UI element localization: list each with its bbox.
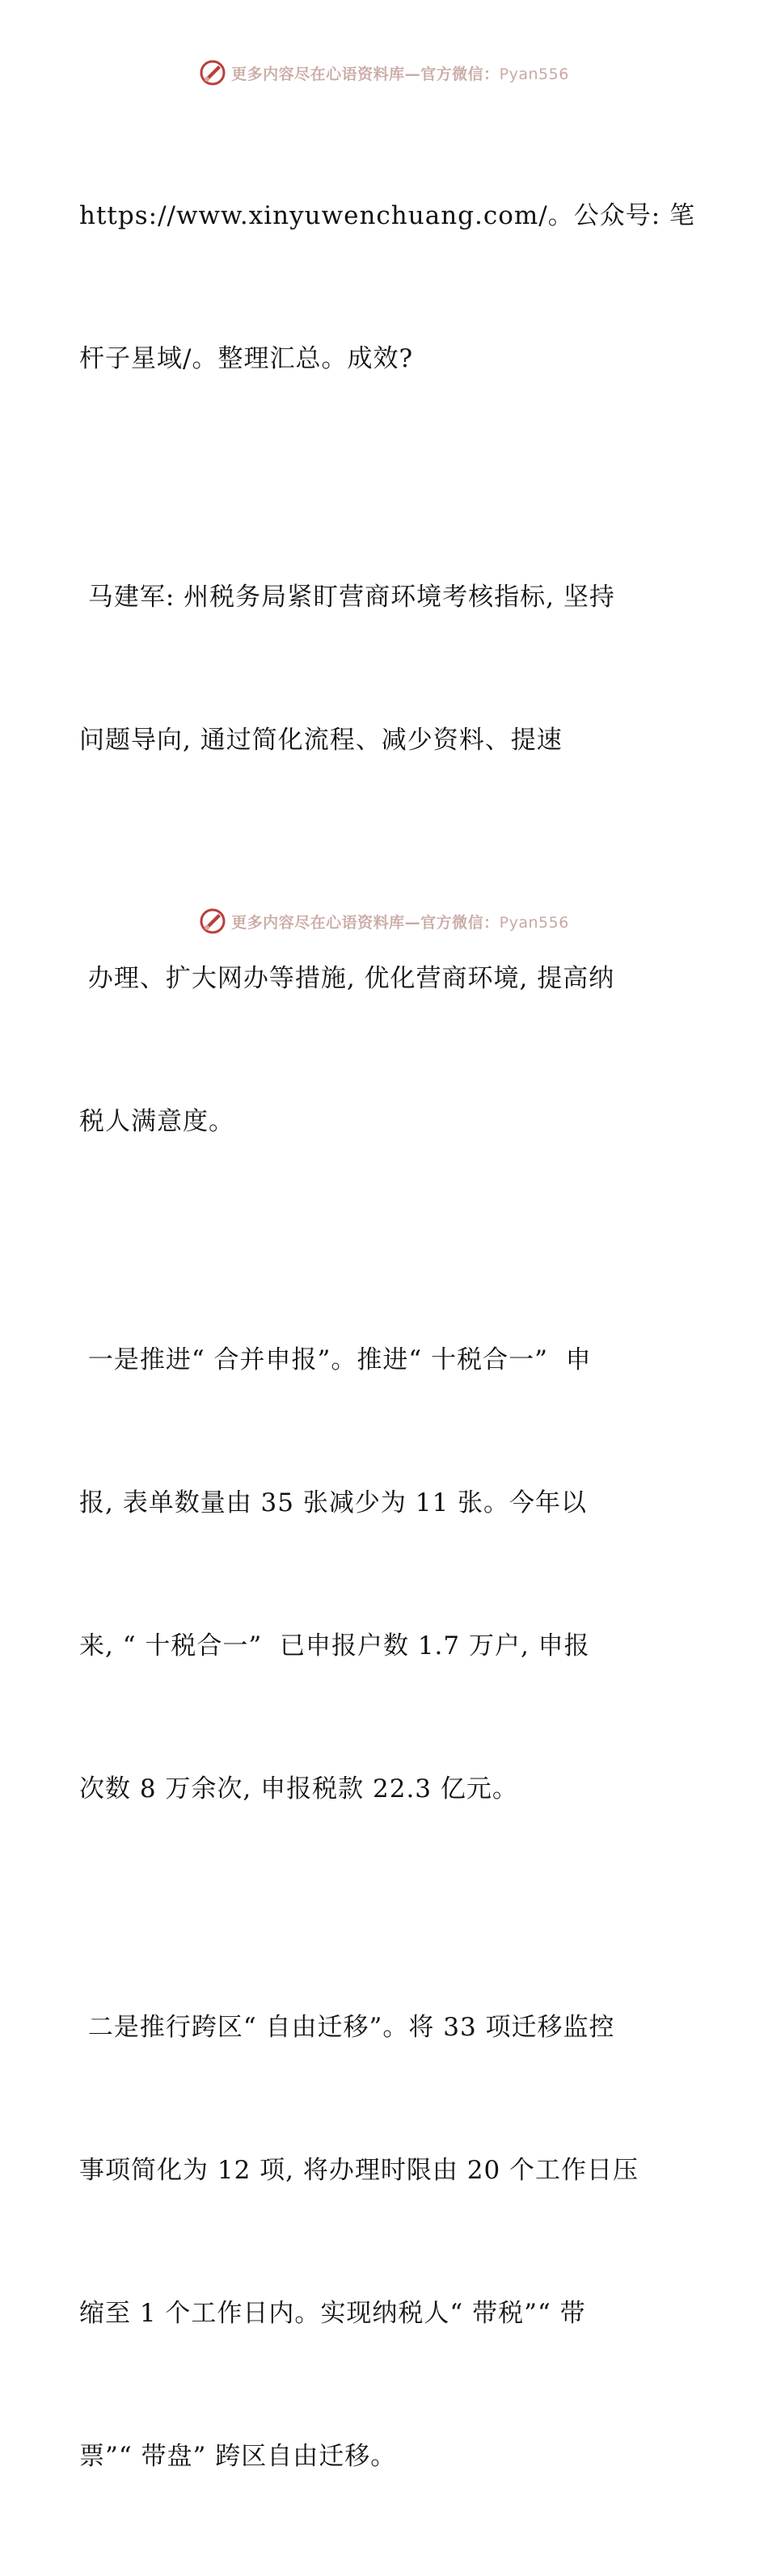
footer-watermark <box>0 905 768 937</box>
watermark-id: Pyan556 <box>499 65 569 83</box>
text-line: 次数 8 万余次, 申报税款 22.3 亿元。 <box>79 1774 518 1804</box>
watermark-text <box>231 62 569 84</box>
text-line: 一是推进“ 合并申报”。推进“ 十税合一” 申 <box>79 1345 592 1374</box>
text-line: https://www.xinyuwenchuang.com/。公众号: 笔 <box>79 201 696 230</box>
text-line: 马建军: 州税务局紧盯营商环境考核指标, 坚持 <box>79 583 615 612</box>
text-line: 二是推行跨区“ 自由迁移”。将 33 项迁移监控 <box>79 2013 615 2042</box>
text-line: 报, 表单数量由 35 张减少为 11 张。今年以 <box>79 1488 588 1517</box>
header-watermark <box>0 57 768 89</box>
text-line: 来, “ 十税合一” 已申报户数 1.7 万户, 申报 <box>79 1631 590 1661</box>
paragraph-point-one <box>79 1241 694 1909</box>
text-line: 杆子星域/。整理汇总。成效? <box>79 344 414 373</box>
text-line: 办理、扩大网办等措施, 优化营商环境, 提高纳 <box>79 964 615 993</box>
text-line: 税人满意度。 <box>79 1107 234 1136</box>
watermark-id: Pyan556 <box>499 913 569 932</box>
brush-logo-icon <box>199 59 226 86</box>
text-line: 缩至 1 个工作日内。实现纳税人“ 带税”“ 带 <box>79 2299 586 2328</box>
paragraph-answer <box>79 478 694 860</box>
paragraph-point-two <box>79 1909 694 2576</box>
text-line: 事项简化为 12 项, 将办理时限由 20 个工作日压 <box>79 2156 639 2185</box>
paragraph-intro <box>79 97 694 478</box>
brush-logo-icon <box>199 907 226 935</box>
watermark-label: 更多内容尽在心语资料库—官方微信： <box>231 65 500 83</box>
watermark-label: 更多内容尽在心语资料库—官方微信： <box>231 913 500 932</box>
text-line: 票”“ 带盘” 跨区自由迁移。 <box>79 2442 397 2471</box>
text-line: 问题导向, 通过简化流程、减少资料、提速 <box>79 726 563 755</box>
document-body <box>79 97 694 2576</box>
watermark-text <box>231 911 569 932</box>
